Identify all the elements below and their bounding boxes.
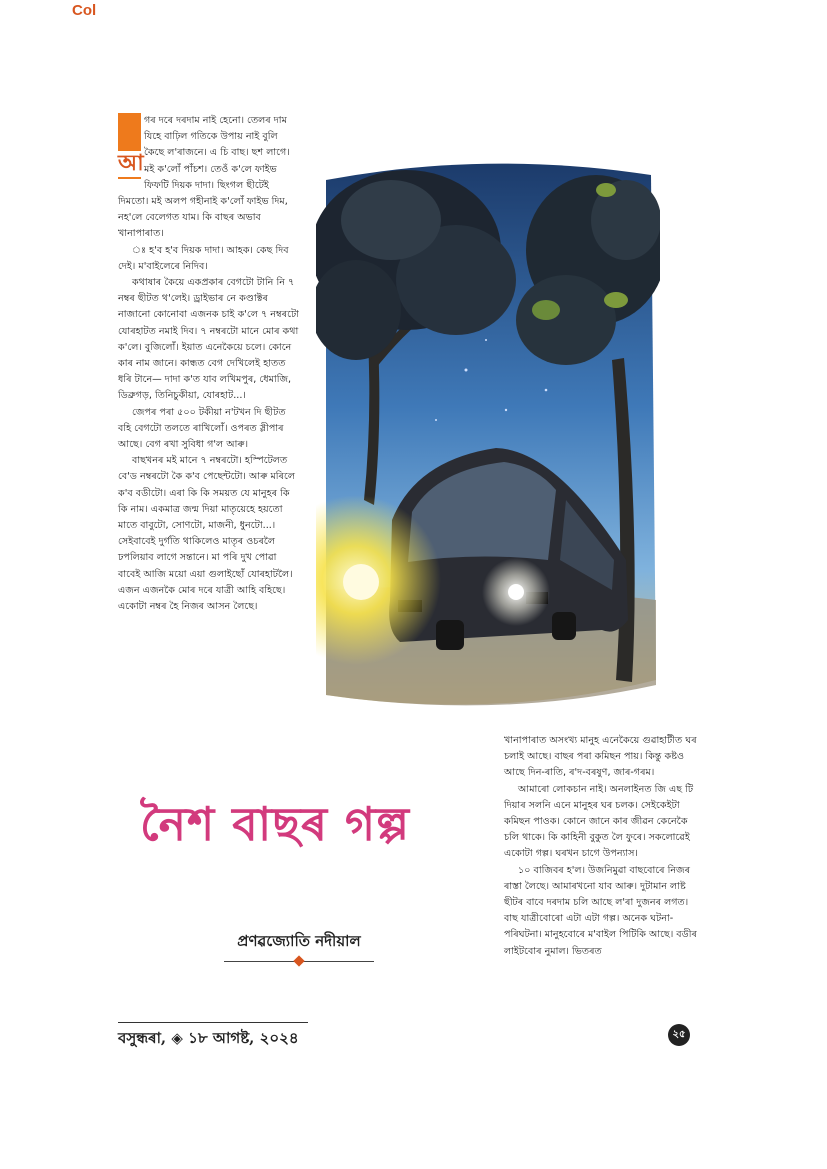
- footer: [118, 1027, 299, 1052]
- dropcap-letter: আ: [118, 151, 144, 176]
- right-column: [504, 733, 700, 960]
- right-headlight: [508, 584, 524, 600]
- night-bus-illustration: [316, 160, 660, 720]
- left-paragraph-5: বাছখনৰ মই মানে ৭ নম্বৰটো। হস্পিটেলত বে'ড নম্বৰটো কৈ ক'ব পেছেন্টটো। আৰু মৰিলে ক'ব বডীটো। এৰা কি কি সময়ত যে মানুহৰ কি কি নাম। একমাত্ৰ জন্ম দিয়া মাতৃয়েহে হয়তো মাতে বাবুটো, সোণটো, মাজনী, ধুনটো...। সেইবাবেই দুৰ্গতি থাকিলেও মাতৃৰ ওচৰলৈ ঢপলিয়াব লাগে সন্তানে। মা পৰি দুখ পোৱা বাবেই আজি ময়ো এয়া গুলাইছোঁ যোৰহাটলৈ। এজন এজনকৈ মোৰ দৰে যাত্ৰী আহি বহিছে। একোটা নম্বৰ হৈ নিজৰ আসন লৈছে।: [118, 455, 295, 613]
- diamond-icon: [293, 955, 304, 966]
- left-column: [118, 113, 300, 615]
- corner-tag: Col: [72, 2, 97, 19]
- left-paragraph-1: গৰ দৰে দৰদাম নাই হেনো। তেলৰ দাম যিহে বাঢ়িল গতিকে উপায় নাই বুলি কৈছে ল'ৰাজনে। এ চি বাছ। ছশ লাগে। মই ক'লোঁ পাঁচশ। তেওঁ ক'লে ফাইভ ফিফটি দিয়ক দাদা। ছিংগল ছীটেই দিমতো। মই অলপ গহীনাই ক'লোঁ ফাইভ দিম, নহ'লে বেলেগত যাম। কি বাছৰ অভাব খানাপাৰাত।: [118, 115, 290, 240]
- publication-name: বসুন্ধৰা,: [118, 1029, 167, 1047]
- story-title: নৈশ বাছৰ গল্প: [140, 797, 411, 851]
- left-paragraph-2: ঃ হ'ব হ'ব দিয়ক দাদা। আহক। কেছ দিব দেই। ম'বাইলেৰে নিদিব।: [118, 244, 289, 272]
- right-paragraph-1: খানাপাৰাত অসংখ্য মানুহ এনেকৈয়ে গুৱাহাটীত ঘৰ চলাই আছে। বাছৰ পৰা কমিছন পায়। কিন্তু কষ্টও আছে দিন-ৰাতি, ৰ'দ-বৰষুণ, জাৰ-গৰম।: [504, 735, 697, 779]
- left-paragraph-4: জেপৰ পৰা ৫০০ টকীয়া ন'টখন দি ছীটত বহি বেগটো তলতে ৰাখিলোঁ। ওপৰত স্লীপাৰ আছে। বেগ ৰখা সুবিধা গ'ল আৰু।: [118, 406, 286, 451]
- author-name: প্ৰণৱজ্যোতি নদীয়াল: [237, 932, 361, 950]
- right-paragraph-3: ১০ বাজিবৰ হ'ল। উজনিমুৱা বাছবোৰে নিজৰ ৰাস্তা লৈছে। আমাৰখনো যাব আৰু। দুটামান লাষ্ট ছীটৰ বাবে দৰদাম চলি আছে ল'ৰা দুজনৰ লগত। বাছ যাত্ৰীবোৰো এটা এটা গল্প। অনেক ঘটনা-পৰিঘটনা। মানুহবোৰে ম'বাইল পিটিকি আছে। বডীৰ লাইটবোৰ নুমাল। ভিতৰত: [504, 864, 697, 957]
- issue-date: ১৮ আগষ্ট, ২০২৪: [188, 1029, 299, 1047]
- illustration-svg: [316, 160, 660, 720]
- left-paragraph-3: কথাষাৰ কৈয়ে একপ্ৰকাৰ বেগটো টানি নি ৭ নম্বৰ ছীটত থ'লেই। ড্ৰাইভাৰ নে কণ্ডাক্টৰ নাজানো কোনোবা এজনক চাই ক'লে ৭ নম্বৰটো যোৰহাটত নমাই দিব। ৭ নম্বৰটো মানে মোৰ কথা ক'লে। বুজিলোঁ। ইয়াত এনেকৈয়ে চলে। কোনে কাৰ নাম জানে। কান্ধত বেগ দেখিলেই হাতত ধৰি টানে— দাদা ক'ত যাব লখিমপুৰ, ধেমাজি, ডিব্ৰুগড়, তিনিচুকীয়া, যোৰহাট...।: [118, 277, 299, 402]
- footer-divider: [118, 1022, 308, 1023]
- page-number: ২৫: [668, 1024, 690, 1046]
- left-headlight: [343, 564, 379, 600]
- right-paragraph-2: আমাৰো লোকচান নাই। অনলাইনত জি এছ টি দিয়াৰ সলনি এনে মানুহৰ ঘৰ চলক। সেইকেইটা কমিছন পাওক। কোনে জানে কাৰ জীৱন কেনেকৈ চলি থাকে। কি কাহিনী বুকুত লৈ ফুৰে। সকলোৱেই একোটা গল্প। ঘৰখন চাগে উপন্যাস।: [504, 783, 694, 860]
- spiral-logo-icon: ◈: [171, 1029, 183, 1047]
- dropcap: [118, 113, 144, 179]
